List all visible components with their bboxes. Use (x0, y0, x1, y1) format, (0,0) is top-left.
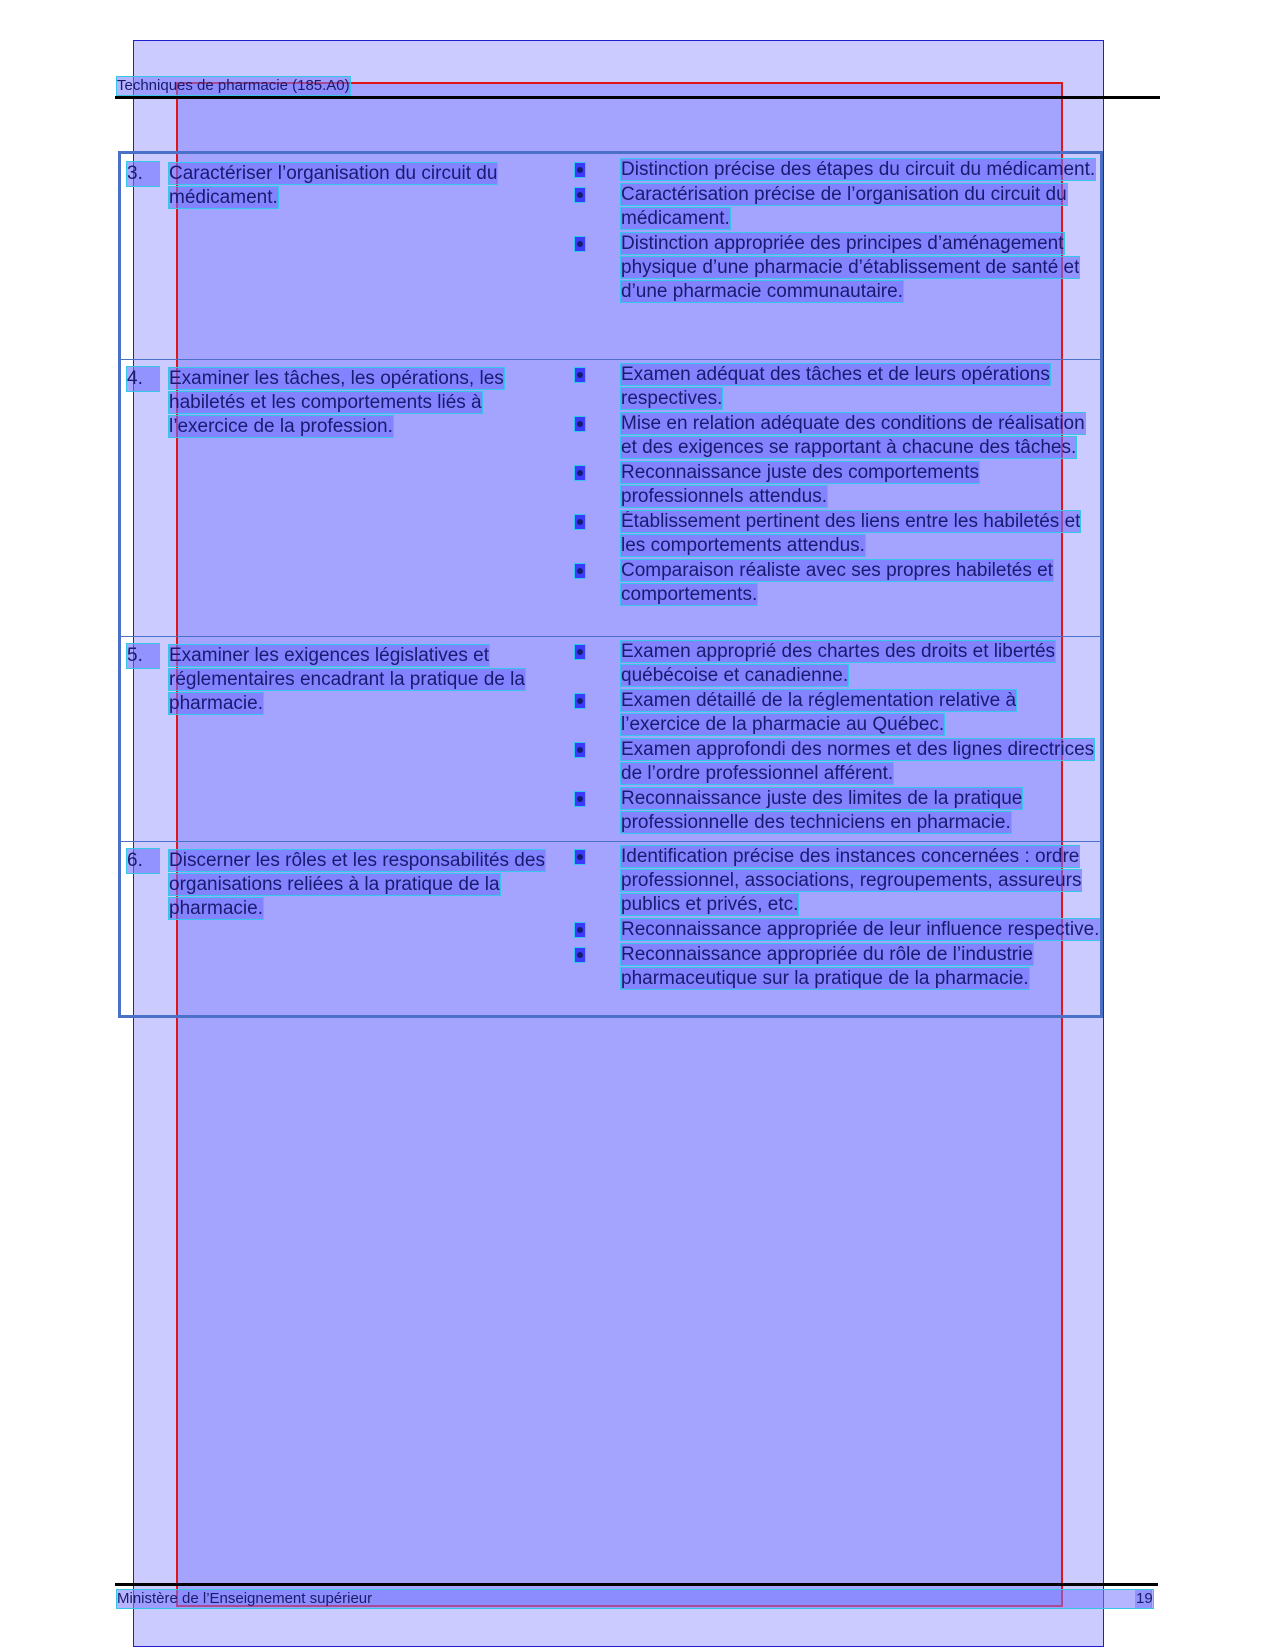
bullet-icon (575, 188, 585, 202)
list-item: Reconnaissance appropriée de leur influence respective. (575, 918, 1100, 942)
list-item: Reconnaissance juste des comportements professionnels attendus. (575, 461, 1100, 509)
bullet-icon (575, 368, 585, 382)
bullet-icon (575, 466, 585, 480)
page-number: 19 (1136, 1590, 1153, 1607)
list-item: Établissement pertinent des liens entre les habiletés et les comportements attendus. (575, 510, 1100, 558)
bullet-icon (575, 515, 585, 529)
list-item: Reconnaissance appropriée du rôle de l’industrie pharmaceutique sur la pratique de la pharmacie. (575, 943, 1100, 991)
bullet-icon (575, 163, 585, 177)
criteria-list (575, 363, 1100, 608)
bullet-icon (575, 645, 585, 659)
competence-number: 6. (127, 849, 159, 873)
bullet-icon (575, 564, 585, 578)
list-item: Examen approfondi des normes et des lignes directrices de l’ordre professionnel afférent. (575, 738, 1100, 786)
competence-number: 5. (127, 644, 159, 668)
bullet-icon (575, 417, 585, 431)
competence-number: 4. (127, 367, 159, 391)
list-item: Reconnaissance juste des limites de la pratique professionnelle des techniciens en pharmacie. (575, 787, 1100, 835)
criteria-list (575, 158, 1100, 305)
competence-number: 3. (127, 162, 159, 186)
bullet-icon (575, 948, 585, 962)
bullet-icon (575, 792, 585, 806)
list-item: Comparaison réaliste avec ses propres habiletés et comportements. (575, 559, 1100, 607)
criteria-list (575, 640, 1100, 836)
list-item: Mise en relation adéquate des conditions de réalisation et des exigences se rapportant à chacune des tâches. (575, 412, 1100, 460)
bullet-icon (575, 923, 585, 937)
running-header-title: Techniques de pharmacie (185.A0) (117, 77, 350, 94)
competence-text: Examiner les exigences législatives et réglementaires encadrant la pratique de la pharmacie. (169, 645, 525, 714)
list-item: Distinction appropriée des principes d’aménagement physique d’une pharmacie d’établissement de santé et d’une pharmacie communautaire. (575, 232, 1100, 304)
list-item: Examen approprié des chartes des droits et libertés québécoise et canadienne. (575, 640, 1100, 688)
list-item: Examen adéquat des tâches et de leurs opérations respectives. (575, 363, 1100, 411)
list-item: Distinction précise des étapes du circuit du médicament. (575, 158, 1100, 182)
list-item: Caractérisation précise de l’organisation du circuit du médicament. (575, 183, 1100, 231)
competence-table (118, 151, 1103, 1018)
header-rule (115, 96, 1160, 99)
competence-text: Discerner les rôles et les responsabilités des organisations reliées à la pratique de la pharmacie. (169, 850, 545, 919)
competence-text: Caractériser l’organisation du circuit du médicament. (169, 163, 498, 208)
bullet-icon (575, 850, 585, 864)
table-row (121, 636, 1100, 842)
footer-ministry: Ministère de l’Enseignement supérieur (117, 1590, 1151, 1608)
bullet-icon (575, 743, 585, 757)
competence-text: Examiner les tâches, les opérations, les habiletés et les comportements liés à l’exercice de la profession. (169, 368, 504, 437)
footer-rule (115, 1583, 1158, 1586)
list-item: Identification précise des instances concernées : ordre professionnel, associations, regroupements, assureurs publics et privés, etc. (575, 845, 1100, 917)
table-row (121, 154, 1100, 360)
list-item: Examen détaillé de la réglementation relative à l’exercice de la pharmacie au Québec. (575, 689, 1100, 737)
bullet-icon (575, 237, 585, 251)
criteria-list (575, 845, 1100, 992)
bullet-icon (575, 694, 585, 708)
table-row (121, 359, 1100, 637)
table-row (121, 841, 1100, 1015)
